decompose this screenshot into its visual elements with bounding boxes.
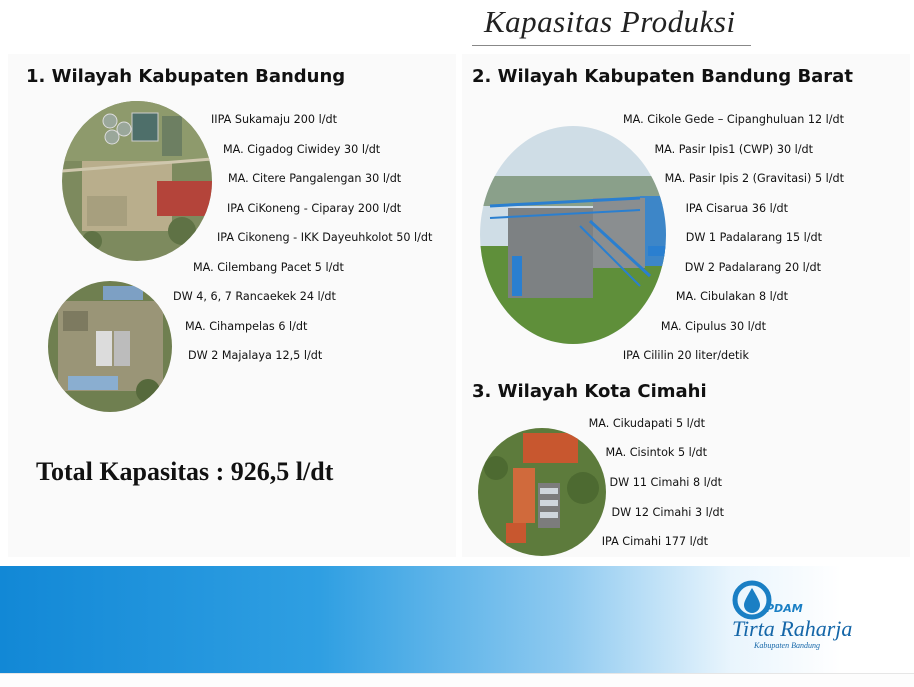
list-item: MA. Cihampelas 6 l/dt <box>185 320 308 333</box>
list-item: MA. Cikudapati 5 l/dt <box>588 417 705 430</box>
title-underline <box>472 45 751 46</box>
list-item: IPA Cimahi 177 l/dt <box>601 535 708 548</box>
list-item: MA. Cisintok 5 l/dt <box>605 446 707 459</box>
list-item: DW 4, 6, 7 Rancaekek 24 l/dt <box>173 290 336 303</box>
list-item: DW 2 Padalarang 20 l/dt <box>684 261 821 274</box>
list-item: IIPA Sukamaju 200 l/dt <box>211 113 337 126</box>
logo-acronym: PDAM <box>766 602 803 615</box>
section-heading-kab-bandung-barat: 2. Wilayah Kabupaten Bandung Barat <box>472 66 853 87</box>
list-item: IPA Cisarua 36 l/dt <box>685 202 788 215</box>
list-item: IPA Cililin 20 liter/detik <box>622 349 749 362</box>
logo-name: Tirta Raharja <box>732 616 853 641</box>
list-item: MA. Cigadog Ciwidey 30 l/dt <box>223 143 381 156</box>
list-item: MA. Pasir Ipis1 (CWP) 30 l/dt <box>654 143 813 156</box>
total-capacity: Total Kapasitas : 926,5 l/dt <box>36 457 334 486</box>
list-item: DW 11 Cimahi 8 l/dt <box>609 476 722 489</box>
list-item: DW 1 Padalarang 15 l/dt <box>685 231 822 244</box>
photo-aerial-rancaekek <box>48 281 172 412</box>
list-item: IPA CiKoneng - Ciparay 200 l/dt <box>227 202 402 215</box>
list-item: MA. Cikole Gede – Cipanghuluan 12 l/dt <box>623 113 844 126</box>
photo-aerial-cimahi <box>478 428 606 556</box>
list-item: IPA Cikoneng - IKK Dayeuhkolot 50 l/dt <box>217 231 433 244</box>
list-item: MA. Cipulus 30 l/dt <box>660 320 766 333</box>
page-title: Kapasitas Produksi <box>484 4 736 39</box>
list-item: MA. Cilembang Pacet 5 l/dt <box>193 261 344 274</box>
photo-water-intake-structure <box>480 126 666 344</box>
pdam-logo <box>728 578 878 658</box>
logo-subtitle: Kabupaten Bandung <box>754 641 820 650</box>
photo-aerial-sukamaju <box>62 101 212 261</box>
list-item: DW 2 Majalaya 12,5 l/dt <box>188 349 323 362</box>
section-heading-kab-bandung: 1. Wilayah Kabupaten Bandung <box>26 66 346 87</box>
footer-strip <box>0 673 914 687</box>
list-item: MA. Cibulakan 8 l/dt <box>675 290 788 303</box>
section-heading-kota-cimahi: 3. Wilayah Kota Cimahi <box>472 381 707 402</box>
list-item: MA. Pasir Ipis 2 (Gravitasi) 5 l/dt <box>664 172 844 185</box>
list-item: DW 12 Cimahi 3 l/dt <box>611 506 724 519</box>
list-item: MA. Citere Pangalengan 30 l/dt <box>228 172 402 185</box>
